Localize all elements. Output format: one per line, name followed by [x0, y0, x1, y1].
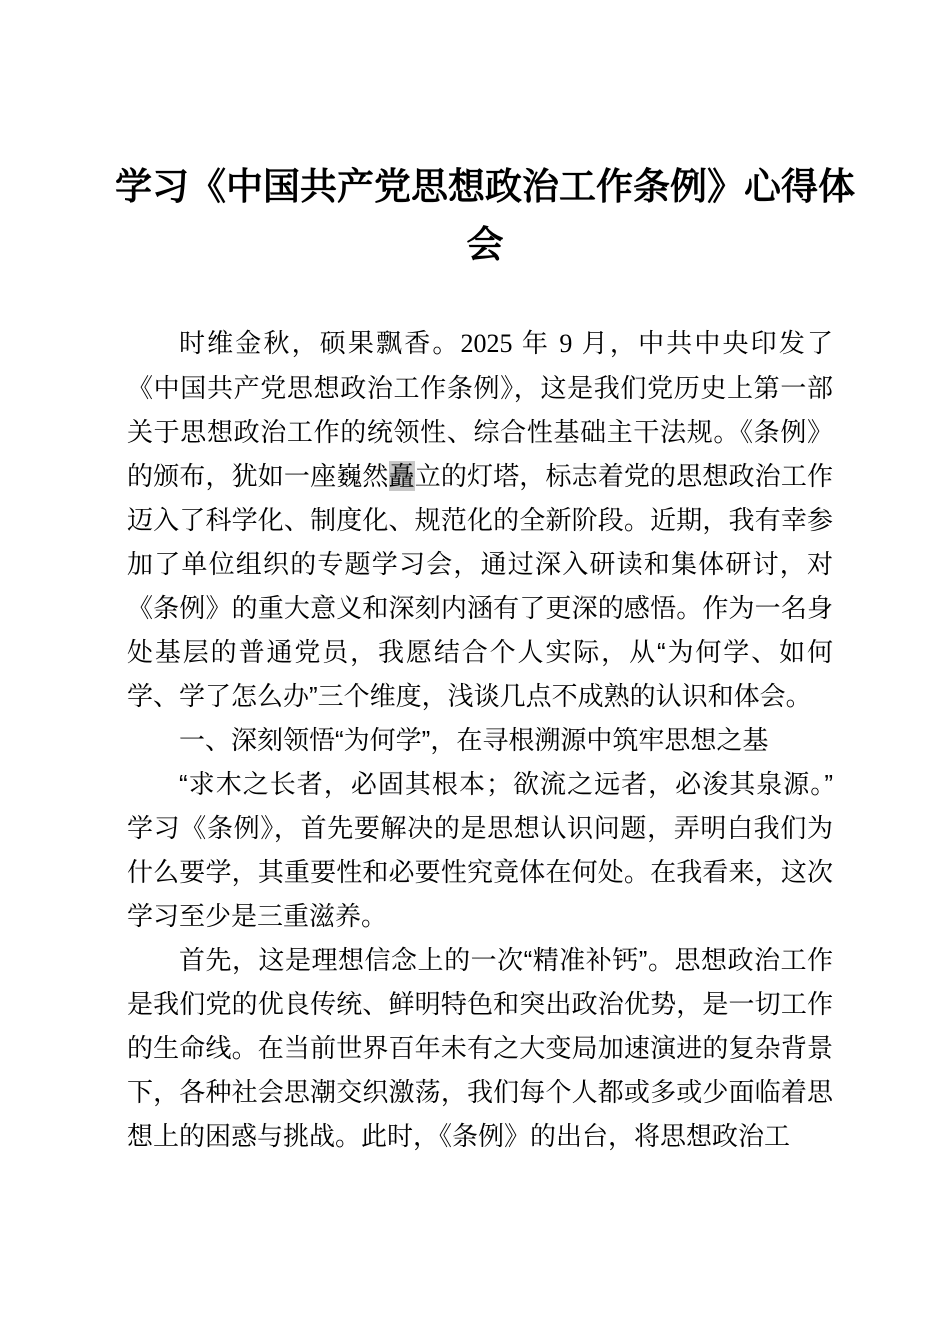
text-run: 首先，这是理想信念上的一次“精准补钙”。思想政治工作是我们党的优良传统、鲜明特色和突出政治优势，是一切工作的生命线。在当前世界百年未有之大变局加速演进的复杂背景下，各种社会思潮交织激荡，我们每个人都或多或少面临着思想上的困惑与挑战。此时，《条例》的出台，将思想政治工 — [127, 945, 833, 1151]
text-run: 一、深刻领悟“为何学”，在寻根溯源中筑牢思想之基 — [179, 725, 769, 755]
paragraph-intro — [127, 321, 833, 718]
document-title: 学习《中国共产党思想政治工作条例》心得体会 — [115, 166, 855, 265]
paragraph-quote — [127, 762, 833, 938]
text-run: “求木之长者，必固其根本；欲流之远者，必浚其泉源。”学习《条例》，首先要解决的是思想认识问题，弄明白我们为什么要学，其重要性和必要性究竟体在何处。在我看来，这次学习至少是三重滋养。 — [127, 769, 833, 931]
paragraph-first-point — [127, 938, 833, 1158]
latin-number-run: 2025 — [460, 329, 513, 358]
document-body — [127, 321, 833, 1158]
text-run: 时维金秋，硕果飘香。 — [179, 328, 461, 358]
text-run: 月，中共中央印发了《中国共产党思想政治工作条例》，这是我们党历史上第一部关于思想政治工作的统领性、综合性基础主干法规。《条例》的颁布，犹如一座巍然 — [127, 328, 833, 491]
text-run: 立的灯塔，标志着党的思想政治工作迈入了科学化、制度化、规范化的全新阶段。近期，我有幸参加了单位组织的专题学习会，通过深入研读和集体研讨，对《条例》的重大意义和深刻内涵有了更深的感悟。作为一名身处基层的普通党员，我愿结合个人实际，从“为何学、如何学、学了怎么办”三个维度，浅谈几点不成熟的认识和体会。 — [127, 461, 833, 711]
paragraph-heading-1 — [127, 718, 833, 762]
text-run: 年 — [512, 328, 560, 358]
shaded-character: 矗 — [388, 461, 415, 491]
latin-number-run: 9 — [559, 329, 573, 358]
